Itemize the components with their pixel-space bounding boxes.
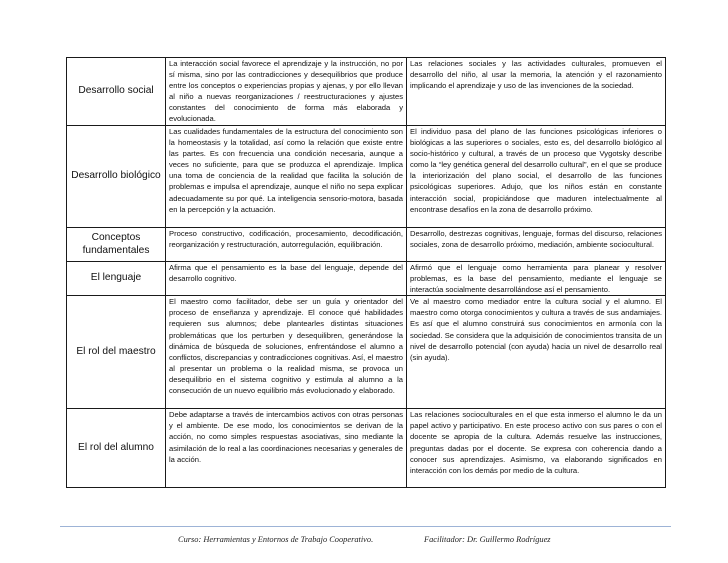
theory-cell-b: Desarrollo, destrezas cognitivas, lenguaje, formas del discurso, relaciones sociales, zona de desarrollo próximo, mediación, ambiente sociocultural. xyxy=(407,228,666,262)
row-label: El lenguaje xyxy=(67,262,166,296)
row-label: Desarrollo social xyxy=(67,58,166,126)
theory-cell-a: Afirma que el pensamiento es la base del lenguaje, depende del desarrollo cognitivo. xyxy=(166,262,407,296)
footer-course: Curso: Herramientas y Entornos de Trabajo Cooperativo. xyxy=(178,535,374,544)
theory-cell-b: Afirmó que el lenguaje como herramienta para planear y resolver problemas, es la base del pensamiento, mediante el lenguaje se interactúa socialmente desarrollándose así el pensamiento. xyxy=(407,262,666,296)
theory-cell-b: El individuo pasa del plano de las funciones psicológicas inferiores o biológicas a las superiores o sociales, esto es, del desarrollo biológico al socio-histórico y cultural, a través de un proceso que Vygotsky describe como la “ley genética general del desarrollo cultural”, en el que se produce la interiorización del plano social, el desarrollo de las funciones psicológicas superiores. Adujo, que los niños están en constante interacción social, propiciándose que maduren intelectualmente al encontrase desafíos en la zona de desarrollo próximo. xyxy=(407,126,666,228)
row-label: Conceptos fundamentales xyxy=(67,228,166,262)
footer-facilitator: Facilitador: Dr. Guillermo Rodríguez xyxy=(424,535,551,544)
row-label: El rol del alumno xyxy=(67,409,166,488)
table-row xyxy=(67,262,666,296)
row-label: El rol del maestro xyxy=(67,296,166,409)
footer-divider xyxy=(60,526,671,527)
theory-cell-b: Ve al maestro como mediador entre la cultura social y el alumno. El maestro como otorga conocimientos y cultura a través de sus andamiajes. Es así que el alumno construirá sus conocimientos en armonía con la sociedad. Se considera que la adquisición de conocimientos transita de un nivel de desarrollo potencial (con ayuda) hacia un nivel de desarrollo real (sin ayuda). xyxy=(407,296,666,409)
theory-cell-a: La interacción social favorece el aprendizaje y la instrucción, no por sí misma, sino por las contradicciones y desequilibrios que produce entre los conceptos o experiencias propias y ajenas, y por ello llevan al niño a nuevas reorganizaciones / reestructuraciones y ajustes constantes del conocimiento de forma más elaborada y evolucionada. xyxy=(166,58,407,126)
table-row xyxy=(67,228,666,262)
table-row xyxy=(67,296,666,409)
row-label: Desarrollo biológico xyxy=(67,126,166,228)
table-row xyxy=(67,58,666,126)
theory-cell-a: El maestro como facilitador, debe ser un guía y orientador del proceso de enseñanza y aprendizaje. El conoce qué habilidades requieren sus alumnos; debe plantearles distintas situaciones problemáticas que los perturben y desequilibren, generándose la dinámica de búsqueda de soluciones, enfrentándose el alumno a conflictos, discrepancias y contradicciones cognitivas. Así, el maestro al presentar un problema o la realidad misma, se provoca un desequilibrio en el sistema cognitivo y estimula al alumno a la consecución de un nuevo equilibrio más evolucionado y elaborado. xyxy=(166,296,407,409)
theory-cell-a: Las cualidades fundamentales de la estructura del conocimiento son la homeostasis y la totalidad, así como la relación que existe entre las partes. Es con frecuencia una condición necesaria, aunque a veces no suficiente, para que se produzca el aprendizaje. Implica una toma de conciencia de la realidad que facilita la solución de problemas e impulsa el aprendizaje, aunque el niño no sepa explicar adecuadamente su por qué. La inteligencia sensorio-motora, basada en la percepción y la actuación. xyxy=(166,126,407,228)
theory-cell-b: Las relaciones socioculturales en el que esta inmerso el alumno le da un papel activo y participativo. En este proceso activo con sus pares o con el docente se apropia de la cultura. Además resuelve las instrucciones, preguntas dadas por el docente. Se expresa con coherencia dando a conocer sus aprendizajes. Asimismo, va elaborando significados en interacción con los demás por medio de la cultura. xyxy=(407,409,666,488)
comparison-table xyxy=(66,57,666,488)
theory-cell-a: Debe adaptarse a través de intercambios activos con otras personas y el ambiente. De ese modo, los conocimientos se derivan de la acción, no como simples respuestas asociativas, sino mediante la asimilación de lo real a las coordinaciones necesarias y generales de la acción. xyxy=(166,409,407,488)
theory-cell-a: Proceso constructivo, codificación, procesamiento, decodificación, reorganización y restructuración, autorregulación, equilibración. xyxy=(166,228,407,262)
table-row xyxy=(67,126,666,228)
table-row xyxy=(67,409,666,488)
theory-cell-b: Las relaciones sociales y las actividades culturales, promueven el desarrollo del niño, al usar la memoria, la atención y el razonamiento implicando el aprendizaje y uso de las invenciones de la sociedad. xyxy=(407,58,666,126)
